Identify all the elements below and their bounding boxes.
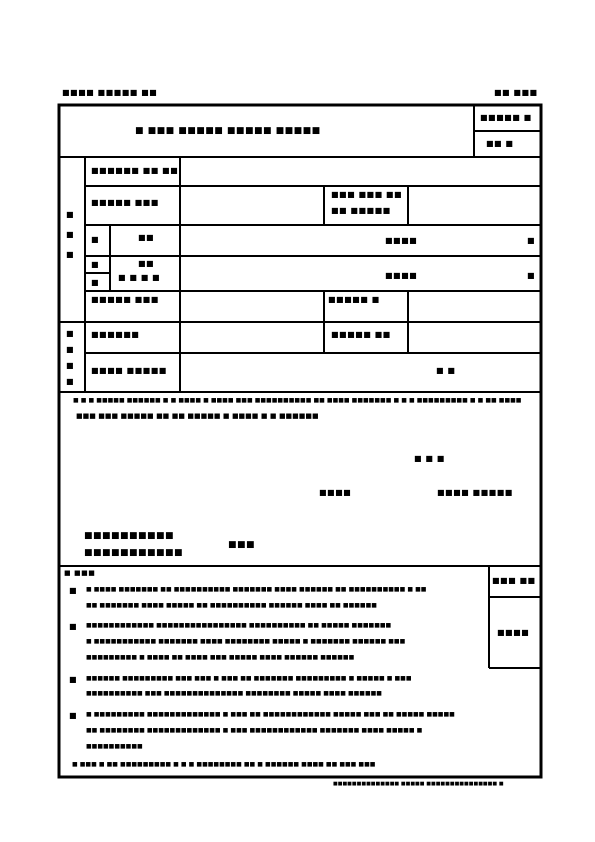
row2-mid-label-1: ■■■ ■■■ ■■ (331, 190, 403, 199)
row3-icon: ■ (91, 235, 100, 244)
row7-value[interactable]: ■ ■ (436, 366, 456, 375)
row5-mid-label: ■■■■■ ■ (328, 295, 380, 304)
recipient-line2: ■■■■■■■■■■■ (84, 548, 184, 558)
applicant-side-label: ■ ■ ■ (66, 210, 75, 259)
row6-field-right[interactable] (410, 324, 539, 351)
page-indicator: ■■ ■■■ (494, 88, 538, 97)
row5-label: ■■■■■ ■■■ (91, 295, 159, 304)
row2-field-left[interactable] (182, 188, 322, 223)
note4-line2: ■■ ■■■■■■■■ ■■■■■■■■■■■■■ ■ ■■■ ■■■■■■■■■■■■ ■■■■■■■ ■■■■ ■■■■■ ■ (86, 727, 423, 734)
note1-line2: ■■ ■■■■■■■ ■■■■ ■■■■■ ■■ ■■■■■■■■■■ ■■■■■■ ■■■■ ■■ ■■■■■■ (86, 602, 377, 609)
note3-line2: ■■■■■■■■■■ ■■■ ■■■■■■■■■■■■■■ ■■■■■■■■ ■■■■■ ■■■■ ■■■■■■ (86, 690, 382, 697)
applicant-signature-label: ■■■■ (319, 488, 352, 497)
row2-mid-label-2: ■■ ■■■■■ (331, 206, 391, 215)
note2-line1: ■■■■■■■■■■■■ ■■■■■■■■■■■■■■■■ ■■■■■■■■■■ ■■ ■■■■■ ■■■■■■■ (86, 622, 392, 629)
approval-value: ■■ ■ (486, 139, 514, 148)
note3-bullet: ■ (69, 675, 78, 684)
note2-line3: ■■■■■■■■■ ■ ■■■■ ■■ ■■■■ ■■■ ■■■■■ ■■■■ ■■■■■■ ■■■■■■ (86, 654, 355, 661)
fee-label: ■■■ ■■ (492, 576, 536, 585)
declaration-date[interactable]: ■ ■ ■ (414, 454, 445, 463)
row5-field-right[interactable] (410, 293, 539, 320)
declaration-line1: ■ ■ ■ ■■■■■ ■■■■■■ ■ ■ ■■■■ ■ ■■■■ ■■■ ■■■■■■■■■■ ■■ ■■■■ ■■■■■■■ ■ ■ ■ ■■■■■■■■■ ■ ■ ■■ ■■■■ (73, 397, 522, 404)
note2-bullet: ■ (69, 622, 78, 631)
row7-label: ■■■■ ■■■■■ (91, 366, 167, 375)
applicant-signature[interactable]: ■■■■ ■■■■■ (437, 488, 513, 497)
row6-mid-label: ■■■■■ ■■ (331, 330, 391, 339)
recipient-line1: ■■■■■■■■■■ (84, 531, 175, 541)
recipient-suffix: ■■■ (228, 540, 256, 550)
note1-bullet: ■ (69, 586, 78, 595)
row2-label: ■■■■■ ■■■ (91, 198, 159, 207)
row3-value[interactable]: ■■■■ (385, 236, 418, 245)
fee-value: ■■■■ (497, 628, 530, 637)
note3-line1: ■■■■■■ ■■■■■■■■■ ■■■ ■■■ ■ ■■■ ■■ ■■■■■■■ ■■■■■■■■■ ■ ■■■■■ ■ ■■■ (86, 675, 412, 682)
row4-unit: ■ (527, 271, 536, 280)
approval-label: ■■■■■ ■ (480, 113, 532, 122)
row4-label-1: ■■ (138, 259, 155, 268)
row5-field-left[interactable] (182, 293, 322, 320)
declaration-line2: ■■■ ■■■ ■■■■■ ■■ ■■ ■■■■■ ■ ■■■■ ■ ■ ■■■■■■ (76, 412, 319, 420)
bottom-note: ■■■■■■■■■■■■■■ ■■■■■ ■■■■■■■■■■■■■■■ ■ (333, 781, 504, 787)
notes-heading: ■ ■■■ (64, 569, 96, 577)
note2-line2: ■ ■■■■■■■■■■■ ■■■■■■■ ■■■■ ■■■■■■■■ ■■■■■ ■ ■■■■■■■ ■■■■■■ ■■■ (86, 638, 406, 645)
note1-line1: ■ ■■■■ ■■■■■■■ ■■ ■■■■■■■■■■ ■■■■■■■ ■■■■ ■■■■■■ ■■ ■■■■■■■■■■ ■ ■■ (86, 586, 427, 593)
row3-label: ■■ (138, 233, 155, 242)
row4-icon-top: ■ (91, 260, 100, 269)
row2-field-right[interactable] (410, 188, 539, 223)
row4-value[interactable]: ■■■■ (385, 271, 418, 280)
notes-footer: ■ ■■■ ■ ■■ ■■■■■■■■■ ■ ■ ■ ■■■■■■■■ ■■ ■ ■■■■■■ ■■■■ ■■ ■■■ ■■■ (72, 761, 376, 768)
note4-bullet: ■ (69, 711, 78, 720)
row4-icon-bottom: ■ (91, 278, 100, 287)
note4-line3: ■■■■■■■■■■ (86, 743, 143, 750)
note4-line1: ■ ■■■■■■■■■ ■■■■■■■■■■■■■ ■ ■■■ ■■ ■■■■■■■■■■■■ ■■■■■ ■■■ ■■ ■■■■■ ■■■■■ (86, 711, 455, 718)
row3-unit: ■ (527, 236, 536, 245)
representative-side-label: ■ ■ ■ ■ (66, 329, 75, 386)
row1-field[interactable] (182, 159, 539, 184)
form-number: ■■■■ ■■■■■ ■■ (62, 88, 158, 97)
row6-field-left[interactable] (182, 324, 322, 351)
row4-label-2: ■ ■ ■ ■ (118, 273, 161, 282)
row1-label: ■■■■■■ ■■ ■■ (91, 166, 179, 175)
row6-label: ■■■■■■ (91, 330, 140, 339)
form-title: ■ ■■■ ■■■■■ ■■■■■ ■■■■■ (135, 126, 321, 136)
